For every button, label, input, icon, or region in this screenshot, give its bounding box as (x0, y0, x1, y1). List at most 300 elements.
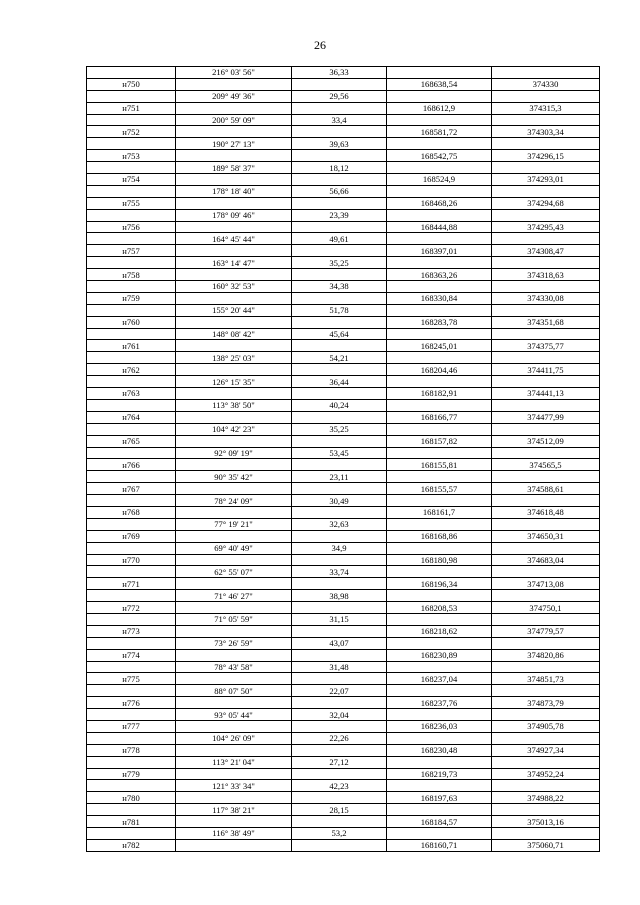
y-coordinate-cell: 374988,22 (492, 792, 600, 804)
distance-cell: 29,56 (292, 90, 387, 102)
angle-cell (176, 720, 292, 732)
point-name-cell: н766 (87, 459, 176, 471)
x-coordinate-cell: 168168,86 (387, 530, 492, 542)
x-coordinate-cell: 168182,91 (387, 388, 492, 400)
distance-cell: 32,04 (292, 709, 387, 721)
x-coordinate-cell (387, 352, 492, 364)
point-name-cell: н762 (87, 364, 176, 376)
point-name-cell: н754 (87, 174, 176, 186)
segment-row (87, 399, 600, 411)
point-row (87, 174, 600, 186)
segment-row (87, 828, 600, 840)
angle-cell (176, 340, 292, 352)
point-name-cell (87, 399, 176, 411)
x-coordinate-cell (387, 828, 492, 840)
point-row (87, 292, 600, 304)
point-name-cell: н777 (87, 720, 176, 732)
point-row (87, 530, 600, 542)
point-row (87, 744, 600, 756)
point-name-cell: н764 (87, 411, 176, 423)
y-coordinate-cell (492, 542, 600, 554)
distance-cell (292, 530, 387, 542)
point-name-cell (87, 90, 176, 102)
angle-cell: 216° 03' 56" (176, 67, 292, 79)
point-row (87, 126, 600, 138)
x-coordinate-cell (387, 233, 492, 245)
angle-cell: 148° 08' 42" (176, 328, 292, 340)
x-coordinate-cell: 168161,7 (387, 506, 492, 518)
x-coordinate-cell (387, 495, 492, 507)
x-coordinate-cell (387, 566, 492, 578)
y-coordinate-cell (492, 328, 600, 340)
segment-row (87, 590, 600, 602)
segment-row (87, 804, 600, 816)
point-name-cell: н759 (87, 292, 176, 304)
point-name-cell: н765 (87, 435, 176, 447)
distance-cell: 39,63 (292, 138, 387, 150)
x-coordinate-cell: 168363,26 (387, 269, 492, 281)
distance-cell: 53,45 (292, 447, 387, 459)
angle-cell (176, 102, 292, 114)
coordinates-table-body (87, 67, 600, 852)
y-coordinate-cell (492, 304, 600, 316)
point-name-cell (87, 328, 176, 340)
y-coordinate-cell (492, 732, 600, 744)
x-coordinate-cell (387, 328, 492, 340)
x-coordinate-cell (387, 780, 492, 792)
point-row (87, 102, 600, 114)
point-name-cell: н770 (87, 554, 176, 566)
distance-cell: 43,07 (292, 637, 387, 649)
distance-cell (292, 768, 387, 780)
x-coordinate-cell: 168160,71 (387, 839, 492, 851)
x-coordinate-cell (387, 756, 492, 768)
distance-cell (292, 292, 387, 304)
y-coordinate-cell: 374411,75 (492, 364, 600, 376)
point-name-cell (87, 162, 176, 174)
segment-row (87, 90, 600, 102)
distance-cell (292, 459, 387, 471)
distance-cell (292, 697, 387, 709)
segment-row (87, 447, 600, 459)
segment-row (87, 185, 600, 197)
distance-cell: 35,25 (292, 257, 387, 269)
angle-cell: 209° 49' 36" (176, 90, 292, 102)
segment-row (87, 304, 600, 316)
point-name-cell: н758 (87, 269, 176, 281)
x-coordinate-cell: 168237,04 (387, 673, 492, 685)
segment-row (87, 709, 600, 721)
distance-cell: 31,48 (292, 661, 387, 673)
angle-cell: 69° 40' 49" (176, 542, 292, 554)
distance-cell: 28,15 (292, 804, 387, 816)
y-coordinate-cell: 374441,13 (492, 388, 600, 400)
x-coordinate-cell: 168444,88 (387, 221, 492, 233)
point-name-cell: н782 (87, 839, 176, 851)
angle-cell: 126° 15' 35" (176, 376, 292, 388)
distance-cell (292, 150, 387, 162)
point-name-cell (87, 637, 176, 649)
x-coordinate-cell (387, 542, 492, 554)
x-coordinate-cell (387, 376, 492, 388)
x-coordinate-cell: 168245,01 (387, 340, 492, 352)
distance-cell (292, 364, 387, 376)
angle-cell (176, 197, 292, 209)
y-coordinate-cell: 374650,31 (492, 530, 600, 542)
distance-cell: 22,07 (292, 685, 387, 697)
x-coordinate-cell (387, 209, 492, 221)
y-coordinate-cell: 374905,78 (492, 720, 600, 732)
y-coordinate-cell: 374294,68 (492, 197, 600, 209)
angle-cell: 113° 21' 04" (176, 756, 292, 768)
point-name-cell: н780 (87, 792, 176, 804)
point-name-cell: н751 (87, 102, 176, 114)
point-name-cell (87, 685, 176, 697)
x-coordinate-cell (387, 114, 492, 126)
point-name-cell: н779 (87, 768, 176, 780)
distance-cell (292, 720, 387, 732)
x-coordinate-cell: 168157,82 (387, 435, 492, 447)
x-coordinate-cell: 168283,78 (387, 316, 492, 328)
x-coordinate-cell: 168612,9 (387, 102, 492, 114)
distance-cell: 42,23 (292, 780, 387, 792)
x-coordinate-cell: 168155,81 (387, 459, 492, 471)
segment-row (87, 732, 600, 744)
point-name-cell: н763 (87, 388, 176, 400)
point-name-cell: н773 (87, 625, 176, 637)
x-coordinate-cell (387, 281, 492, 293)
point-row (87, 792, 600, 804)
distance-cell: 56,66 (292, 185, 387, 197)
segment-row (87, 114, 600, 126)
angle-cell: 113° 38' 50" (176, 399, 292, 411)
y-coordinate-cell: 374618,48 (492, 506, 600, 518)
point-name-cell (87, 447, 176, 459)
y-coordinate-cell: 374375,77 (492, 340, 600, 352)
x-coordinate-cell: 168197,63 (387, 792, 492, 804)
x-coordinate-cell (387, 67, 492, 79)
distance-cell: 35,25 (292, 423, 387, 435)
distance-cell: 23,11 (292, 471, 387, 483)
x-coordinate-cell: 168236,03 (387, 720, 492, 732)
angle-cell (176, 459, 292, 471)
y-coordinate-cell: 374927,34 (492, 744, 600, 756)
angle-cell (176, 839, 292, 851)
y-coordinate-cell: 374315,3 (492, 102, 600, 114)
distance-cell (292, 78, 387, 90)
segment-row (87, 613, 600, 625)
point-name-cell (87, 518, 176, 530)
angle-cell: 121° 33' 34" (176, 780, 292, 792)
point-name-cell (87, 138, 176, 150)
segment-row (87, 376, 600, 388)
segment-row (87, 542, 600, 554)
x-coordinate-cell: 168237,76 (387, 697, 492, 709)
point-row (87, 388, 600, 400)
segment-row (87, 138, 600, 150)
distance-cell: 32,63 (292, 518, 387, 530)
distance-cell: 36,44 (292, 376, 387, 388)
y-coordinate-cell (492, 67, 600, 79)
point-name-cell (87, 471, 176, 483)
angle-cell (176, 530, 292, 542)
point-row (87, 506, 600, 518)
x-coordinate-cell: 168581,72 (387, 126, 492, 138)
x-coordinate-cell (387, 471, 492, 483)
point-name-cell (87, 566, 176, 578)
y-coordinate-cell: 374779,57 (492, 625, 600, 637)
distance-cell (292, 340, 387, 352)
angle-cell (176, 126, 292, 138)
point-name-cell: н775 (87, 673, 176, 685)
x-coordinate-cell (387, 90, 492, 102)
y-coordinate-cell: 374713,08 (492, 578, 600, 590)
angle-cell: 190° 27' 13" (176, 138, 292, 150)
point-name-cell (87, 67, 176, 79)
y-coordinate-cell (492, 399, 600, 411)
segment-row (87, 281, 600, 293)
point-name-cell: н772 (87, 602, 176, 614)
point-name-cell (87, 732, 176, 744)
point-name-cell (87, 185, 176, 197)
point-name-cell (87, 804, 176, 816)
point-row (87, 554, 600, 566)
segment-row (87, 780, 600, 792)
x-coordinate-cell (387, 590, 492, 602)
distance-cell (292, 388, 387, 400)
x-coordinate-cell: 168218,62 (387, 625, 492, 637)
point-row (87, 221, 600, 233)
angle-cell (176, 174, 292, 186)
angle-cell: 78° 24' 09" (176, 495, 292, 507)
x-coordinate-cell (387, 162, 492, 174)
point-name-cell: н767 (87, 483, 176, 495)
y-coordinate-cell (492, 90, 600, 102)
y-coordinate-cell (492, 613, 600, 625)
distance-cell: 23,39 (292, 209, 387, 221)
distance-cell: 38,98 (292, 590, 387, 602)
angle-cell (176, 673, 292, 685)
point-name-cell (87, 495, 176, 507)
point-name-cell (87, 661, 176, 673)
angle-cell: 90° 35' 42" (176, 471, 292, 483)
y-coordinate-cell (492, 423, 600, 435)
angle-cell: 104° 26' 09" (176, 732, 292, 744)
x-coordinate-cell: 168330,84 (387, 292, 492, 304)
point-row (87, 269, 600, 281)
point-name-cell (87, 709, 176, 721)
angle-cell: 73° 26' 59" (176, 637, 292, 649)
y-coordinate-cell: 374851,73 (492, 673, 600, 685)
y-coordinate-cell (492, 780, 600, 792)
x-coordinate-cell: 168219,73 (387, 768, 492, 780)
point-name-cell: н760 (87, 316, 176, 328)
point-name-cell: н769 (87, 530, 176, 542)
x-coordinate-cell (387, 423, 492, 435)
distance-cell (292, 102, 387, 114)
distance-cell (292, 197, 387, 209)
point-row (87, 197, 600, 209)
point-name-cell (87, 281, 176, 293)
point-name-cell (87, 756, 176, 768)
distance-cell (292, 649, 387, 661)
point-name-cell: н761 (87, 340, 176, 352)
point-row (87, 78, 600, 90)
point-name-cell: н750 (87, 78, 176, 90)
angle-cell (176, 768, 292, 780)
x-coordinate-cell (387, 709, 492, 721)
angle-cell (176, 554, 292, 566)
distance-cell (292, 221, 387, 233)
angle-cell: 164° 45' 44" (176, 233, 292, 245)
y-coordinate-cell: 374308,47 (492, 245, 600, 257)
y-coordinate-cell: 374295,43 (492, 221, 600, 233)
angle-cell (176, 816, 292, 828)
y-coordinate-cell (492, 185, 600, 197)
x-coordinate-cell (387, 304, 492, 316)
distance-cell (292, 126, 387, 138)
distance-cell: 40,24 (292, 399, 387, 411)
segment-row (87, 685, 600, 697)
angle-cell (176, 364, 292, 376)
distance-cell (292, 174, 387, 186)
point-row (87, 364, 600, 376)
angle-cell (176, 697, 292, 709)
point-row (87, 435, 600, 447)
x-coordinate-cell: 168155,57 (387, 483, 492, 495)
distance-cell (292, 483, 387, 495)
angle-cell: 189° 58' 37" (176, 162, 292, 174)
segment-row (87, 756, 600, 768)
point-row (87, 578, 600, 590)
y-coordinate-cell (492, 257, 600, 269)
segment-row (87, 423, 600, 435)
angle-cell (176, 625, 292, 637)
x-coordinate-cell: 168180,98 (387, 554, 492, 566)
y-coordinate-cell: 374318,63 (492, 269, 600, 281)
y-coordinate-cell (492, 756, 600, 768)
distance-cell: 53,2 (292, 828, 387, 840)
point-name-cell (87, 542, 176, 554)
distance-cell (292, 744, 387, 756)
y-coordinate-cell: 374303,34 (492, 126, 600, 138)
angle-cell (176, 602, 292, 614)
y-coordinate-cell: 374750,1 (492, 602, 600, 614)
distance-cell (292, 673, 387, 685)
angle-cell (176, 792, 292, 804)
y-coordinate-cell: 375013,16 (492, 816, 600, 828)
point-row (87, 768, 600, 780)
point-row (87, 839, 600, 851)
angle-cell (176, 316, 292, 328)
x-coordinate-cell: 168542,75 (387, 150, 492, 162)
y-coordinate-cell: 374873,79 (492, 697, 600, 709)
distance-cell: 27,12 (292, 756, 387, 768)
distance-cell: 49,61 (292, 233, 387, 245)
x-coordinate-cell: 168208,53 (387, 602, 492, 614)
point-name-cell: н752 (87, 126, 176, 138)
y-coordinate-cell (492, 590, 600, 602)
angle-cell (176, 435, 292, 447)
y-coordinate-cell: 374330 (492, 78, 600, 90)
x-coordinate-cell: 168468,26 (387, 197, 492, 209)
point-name-cell: н771 (87, 578, 176, 590)
point-row (87, 316, 600, 328)
angle-cell: 78° 43' 58" (176, 661, 292, 673)
point-row (87, 459, 600, 471)
x-coordinate-cell (387, 685, 492, 697)
distance-cell: 34,9 (292, 542, 387, 554)
segment-row (87, 162, 600, 174)
segment-row (87, 518, 600, 530)
angle-cell: 138° 25' 03" (176, 352, 292, 364)
angle-cell: 77° 19' 21" (176, 518, 292, 530)
angle-cell: 71° 05' 59" (176, 613, 292, 625)
distance-cell: 18,12 (292, 162, 387, 174)
point-row (87, 602, 600, 614)
angle-cell: 104° 42' 23" (176, 423, 292, 435)
x-coordinate-cell: 168166,77 (387, 411, 492, 423)
point-row (87, 483, 600, 495)
y-coordinate-cell: 374293,01 (492, 174, 600, 186)
angle-cell: 178° 18' 40" (176, 185, 292, 197)
y-coordinate-cell: 374351,68 (492, 316, 600, 328)
y-coordinate-cell (492, 162, 600, 174)
x-coordinate-cell (387, 804, 492, 816)
distance-cell (292, 411, 387, 423)
angle-cell: 88° 07' 50" (176, 685, 292, 697)
angle-cell (176, 506, 292, 518)
y-coordinate-cell: 374588,61 (492, 483, 600, 495)
y-coordinate-cell: 375060,71 (492, 839, 600, 851)
y-coordinate-cell (492, 518, 600, 530)
x-coordinate-cell: 168397,01 (387, 245, 492, 257)
angle-cell (176, 649, 292, 661)
x-coordinate-cell (387, 399, 492, 411)
point-name-cell: н778 (87, 744, 176, 756)
distance-cell (292, 269, 387, 281)
y-coordinate-cell (492, 233, 600, 245)
y-coordinate-cell (492, 114, 600, 126)
point-row (87, 245, 600, 257)
angle-cell: 116° 38' 49" (176, 828, 292, 840)
point-row (87, 673, 600, 685)
y-coordinate-cell (492, 828, 600, 840)
distance-cell: 36,33 (292, 67, 387, 79)
point-name-cell (87, 352, 176, 364)
point-name-cell: н755 (87, 197, 176, 209)
segment-row (87, 233, 600, 245)
x-coordinate-cell (387, 257, 492, 269)
point-row (87, 625, 600, 637)
y-coordinate-cell: 374683,04 (492, 554, 600, 566)
point-name-cell (87, 780, 176, 792)
distance-cell (292, 435, 387, 447)
x-coordinate-cell: 168230,48 (387, 744, 492, 756)
x-coordinate-cell: 168196,34 (387, 578, 492, 590)
distance-cell: 33,4 (292, 114, 387, 126)
segment-row (87, 67, 600, 79)
segment-row (87, 328, 600, 340)
x-coordinate-cell: 168204,46 (387, 364, 492, 376)
point-name-cell (87, 423, 176, 435)
x-coordinate-cell: 168638,54 (387, 78, 492, 90)
distance-cell (292, 792, 387, 804)
distance-cell: 30,49 (292, 495, 387, 507)
point-name-cell (87, 114, 176, 126)
distance-cell: 33,74 (292, 566, 387, 578)
distance-cell (292, 554, 387, 566)
